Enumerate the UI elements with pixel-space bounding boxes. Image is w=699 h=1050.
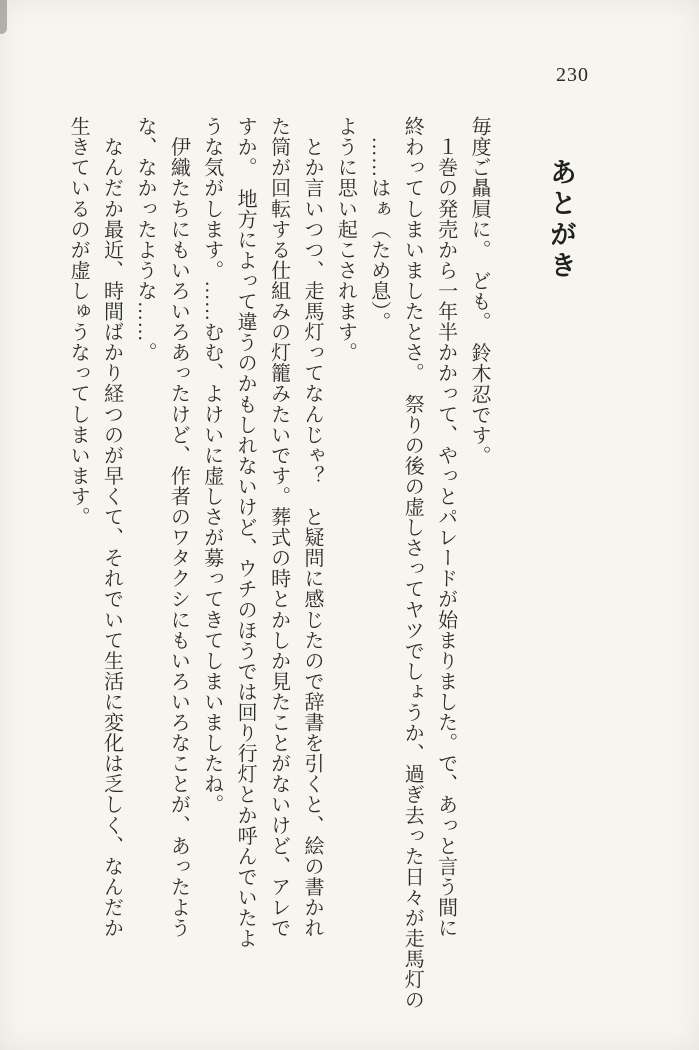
text-column: 終わってしまいましたとさ。 祭りの後の虚しさってヤツでしょうか、過ぎ去った日々が走馬灯の (401, 116, 424, 1011)
page-number: 230 (556, 64, 589, 86)
text-column: なんだか最近、時間ばかり経つのが早くて、それでいて生活に変化は乏しく、なんだか (100, 116, 123, 938)
text-column: うな気がします。……むむ、よけいに虚しさが募ってきてしまいましたね。 (200, 116, 223, 815)
text-column: 毎度ご贔屓に。 ども。 鈴木忍です。 (468, 116, 490, 466)
text-column: 生きているのが虚しゅうなってしまいます。 (67, 116, 90, 527)
scan-artifact (0, 0, 7, 34)
text-column: １巻の発売から一年半かかって、やっとパレードが始まりました。で、あっと言う間に (434, 116, 457, 938)
text-column: 伊織たちにもいろいろあったけど、作者のワタクシにもいろいろなことが、あったよう (167, 116, 190, 938)
afterword-body (61, 116, 495, 1038)
afterword-title: あとがき (546, 158, 576, 282)
text-column: な、なかったような……。 (133, 116, 156, 363)
text-column: すか。 地方によって違うのかもしれないけど、ウチのほうでは回り行灯とか呼んでいたよ (234, 116, 257, 949)
text-column: とか言いつつ、走馬灯ってなんじゃ？ と疑問に感じたので辞書を引くと、絵の書かれ (300, 116, 323, 938)
text-column: ……はぁ（ため息）。 (367, 116, 390, 333)
text-column: た筒が回転する仕組みの灯籠みたいです。葬式の時とかしか見たことがないけど、アレで (267, 116, 290, 938)
text-column: ように思い起こされます。 (334, 116, 357, 363)
